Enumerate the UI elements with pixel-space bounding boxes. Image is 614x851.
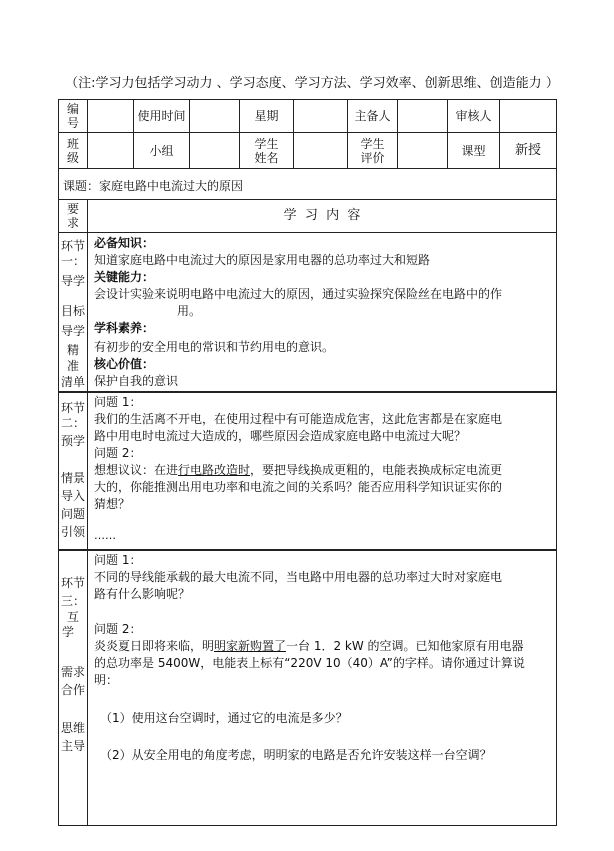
week-label: 星期 <box>239 99 294 133</box>
section3-label-2: 三： <box>60 594 85 608</box>
section1-label-3: 导学 <box>60 274 85 288</box>
section3-label-4: 学 <box>61 625 74 639</box>
s2-q1-title: 问题 1： <box>94 395 142 409</box>
literacy-title: 学科素养： <box>94 321 155 335</box>
section1-label-9: 清单 <box>60 375 85 389</box>
content-title: 学 习 内 容 <box>87 199 557 233</box>
week-value[interactable] <box>293 99 348 133</box>
section3-label-3: 互 <box>66 610 79 624</box>
student-eval-label: 学生评价 <box>347 132 398 169</box>
student-name-label: 学生姓名 <box>239 132 294 169</box>
section1-label-6: 导学 <box>60 324 85 338</box>
section2-label-5: 情景 <box>60 471 85 485</box>
section3-label-7: 合作 <box>60 683 85 697</box>
s3-q1-title: 问题 1： <box>94 553 142 567</box>
lesson-topic: 课题：家庭电路中电流过大的原因 <box>63 179 244 193</box>
key-ability-title: 关键能力： <box>94 270 155 284</box>
s2-q2-line2: 大的，你能推测出用电功率和电流之间的关系吗？能否应用科学知识证实你的 <box>94 480 503 494</box>
section3-label-9: 思维 <box>60 721 85 735</box>
section1-label-8: 准 <box>66 359 79 373</box>
core-value-title: 核心价值： <box>94 357 155 371</box>
s3-q1-line1: 不同的导线能承载的最大电流不同，当电路中用电器的总功率过大时对家庭电 <box>94 570 503 584</box>
lesson-type-value: 新授 <box>499 132 557 169</box>
section2-divider <box>58 549 557 551</box>
key-ability-text-1: 会设计实验来说明电路中电流过大的原因，通过实验探究保险丝在电路中的作 <box>94 287 503 301</box>
group-value[interactable] <box>189 132 240 169</box>
time-value[interactable] <box>189 99 240 133</box>
student-eval-value[interactable] <box>397 132 448 169</box>
number-value[interactable] <box>87 99 134 133</box>
section1-label-7: 精 <box>66 343 79 357</box>
section2-label-3: 预学 <box>60 434 85 448</box>
must-know-text: 知道家庭电路中电流过大的原因是家用电器的总功率过大和短路 <box>94 253 431 267</box>
core-value-text: 保护自我的意识 <box>94 374 179 388</box>
section2-label-1: 环节 <box>60 401 85 415</box>
s2-q1-line1: 我们的生活离不开电，在使用过程中有可能造成危害，这此危害都是在家庭电 <box>94 412 503 426</box>
author-value[interactable] <box>397 99 448 133</box>
section2-label-6: 导入 <box>60 489 85 503</box>
must-know-title: 必备知识： <box>94 236 155 250</box>
requirement-label: 要求 <box>58 199 88 233</box>
section2-label-8: 引领 <box>60 525 85 539</box>
learning-ability-note: （注:学习力包括学习动力 、学习态度、学习方法、学习效率、创新思维、创造能力 ） <box>65 76 559 91</box>
time-label: 使用时间 <box>133 99 190 133</box>
author-label: 主备人 <box>347 99 398 133</box>
class-label: 班级 <box>58 132 88 169</box>
s2-q1-line2: 路中用电时电流过大造成的，哪些原因会造成家庭电路中电流过大呢？ <box>94 429 467 443</box>
section3-label-10: 主导 <box>60 739 85 753</box>
student-name-value[interactable] <box>293 132 348 169</box>
section2-label-2: 二： <box>60 416 85 430</box>
s2-q2-title: 问题 2： <box>94 446 142 460</box>
s2-ellipsis: …… <box>94 529 116 542</box>
section1-label-1: 环节 <box>60 239 85 253</box>
s3-q2-line1: 炎炎夏日即将来临，明明家新购置了一台 1．2 kW 的空调。已知他家原有用电器 <box>94 639 524 653</box>
section2-label-7: 问题 <box>60 507 85 521</box>
section1-label-5: 目标 <box>60 304 85 318</box>
section1-label-2: 一： <box>60 254 85 268</box>
group-label: 小组 <box>133 132 190 169</box>
topic-row <box>58 168 557 200</box>
reviewer-value[interactable] <box>499 99 557 133</box>
lesson-type-label: 课型 <box>447 132 500 169</box>
s3-sub-question-1: （1）使用这台空调时，通过它的电流是多少？ <box>100 711 348 725</box>
s3-q2-line3: 明： <box>94 673 119 687</box>
s3-q1-line2: 路有什么影响呢？ <box>94 587 191 601</box>
s2-q2-line1: 想想议议：在进行电路改造时，要把导线换成更粗的，电能表换成标定电流更 <box>94 463 503 477</box>
s3-sub-question-2: （2）从安全用电的角度考虑，明明家的电路是否允许安装这样一台空调？ <box>100 748 492 762</box>
label-column-divider <box>87 232 88 826</box>
section3-label-6: 需求 <box>60 665 85 679</box>
s3-q2-title: 问题 2： <box>94 622 142 636</box>
s3-q2-line2: 的总功率是 5400W，电能表上标有“220V 10（40）A”的字样。请你通过计算说 <box>94 656 525 670</box>
s2-q2-line3: 猜想？ <box>94 497 131 511</box>
section3-label-1: 环节 <box>60 576 85 590</box>
literacy-text: 有初步的安全用电的常识和节约用电的意识。 <box>94 340 335 354</box>
class-value[interactable] <box>87 132 134 169</box>
section1-divider <box>58 391 557 393</box>
reviewer-label: 审核人 <box>447 99 500 133</box>
key-ability-text-2: 用。 <box>177 304 202 318</box>
study-guide-table <box>58 99 557 826</box>
number-label: 编号 <box>58 99 88 133</box>
